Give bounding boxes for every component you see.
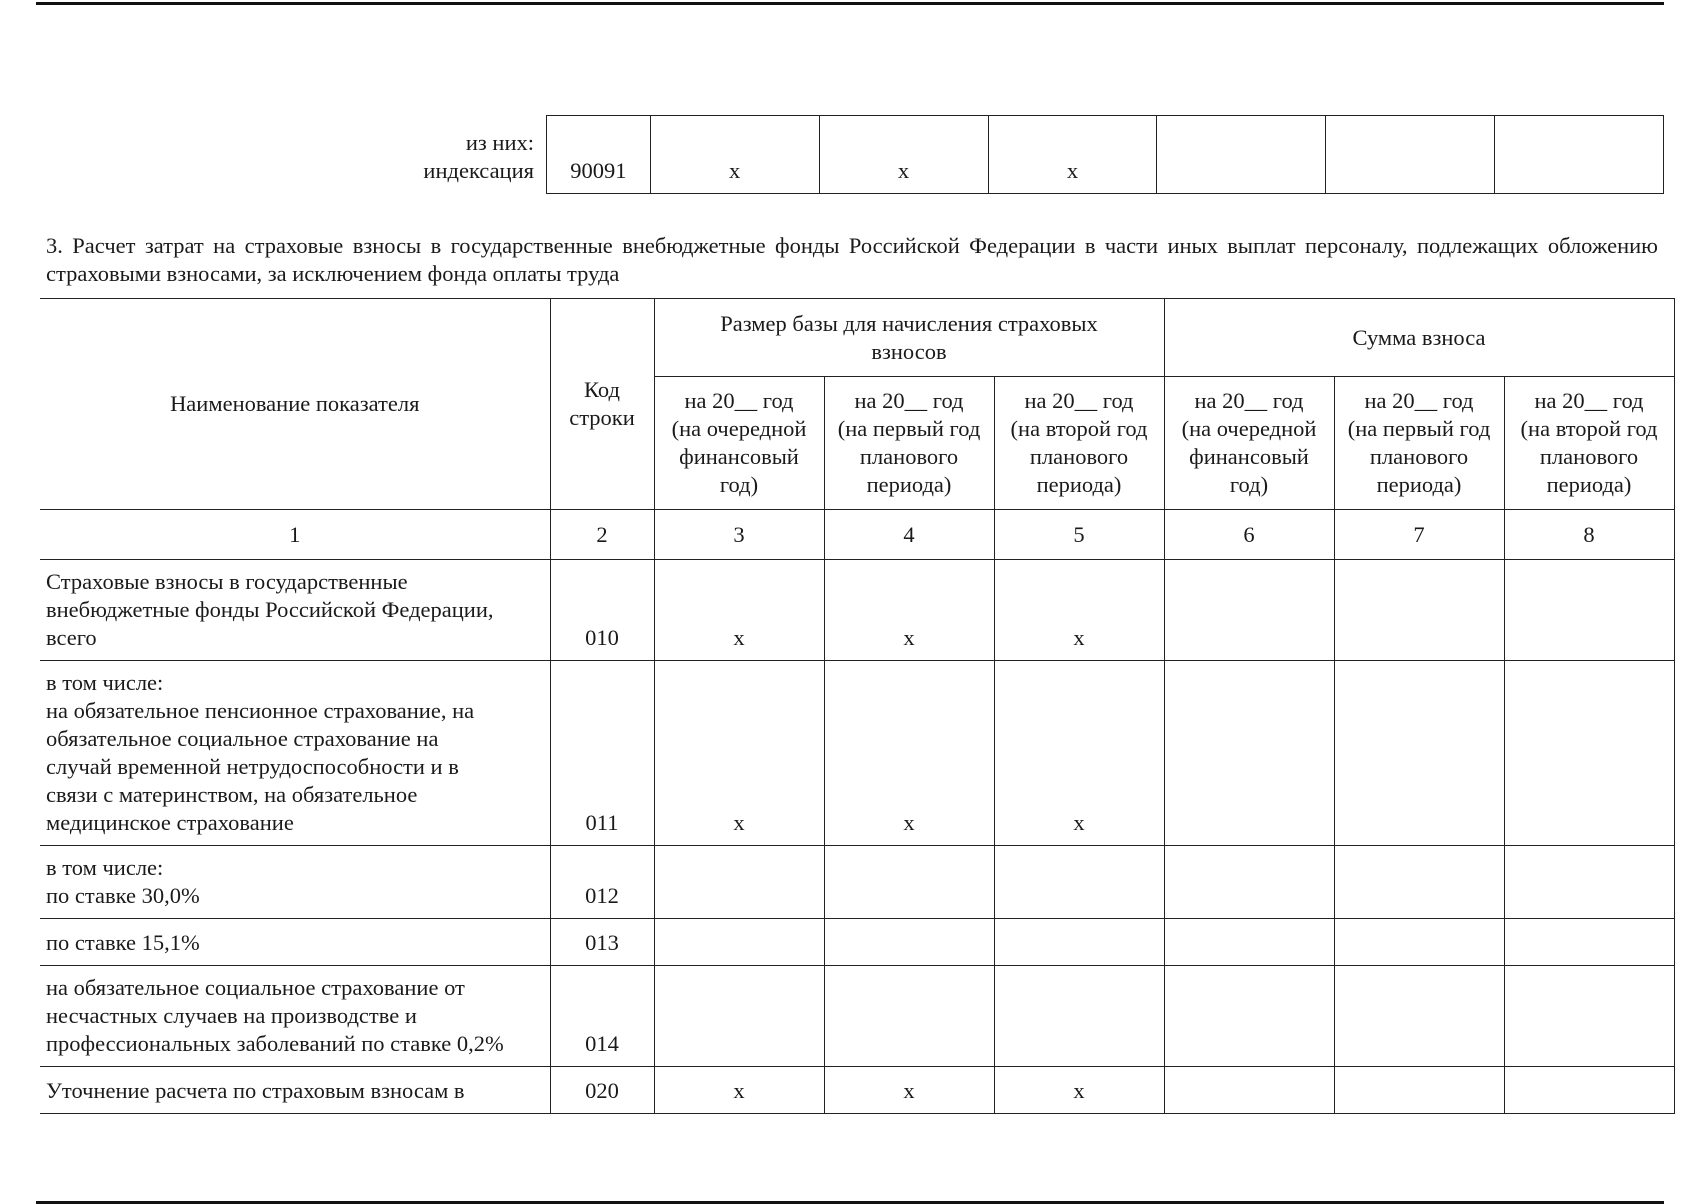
row-code-cell: 011 (550, 661, 654, 846)
column-number-cell: 2 (550, 510, 654, 560)
indicator-name-cell (40, 919, 550, 966)
period-header-line: (на второй год (1010, 416, 1148, 441)
value-cell[interactable] (654, 919, 824, 966)
value-cell[interactable]: x (654, 661, 824, 846)
column-number-cell: 8 (1504, 510, 1674, 560)
column-header-code (550, 299, 654, 510)
indicator-name-line: всего (46, 625, 97, 650)
column-group-base-size: Размер базы для начисления страховых взносов (654, 299, 1164, 377)
table-row (40, 919, 1674, 966)
value-cell[interactable] (1157, 116, 1326, 194)
indicator-name-line: профессиональных заболеваний по ставке 0,2% (46, 1031, 504, 1056)
value-cell[interactable] (1495, 116, 1664, 194)
indicator-name-cell (40, 1067, 550, 1114)
column-group-contribution-sum: Сумма взноса (1164, 299, 1674, 377)
indicator-name-line: Уточнение расчета по страховым взносам в (46, 1078, 465, 1103)
value-cell[interactable] (654, 846, 824, 919)
table-row (40, 661, 1674, 846)
indicator-name-line: несчастных случаев на производстве и (46, 1003, 417, 1028)
code-header-line: строки (569, 405, 635, 430)
period-header-line: планового (1539, 444, 1639, 469)
column-number-cell: 6 (1164, 510, 1334, 560)
value-cell[interactable] (1326, 116, 1495, 194)
value-cell[interactable] (1334, 919, 1504, 966)
table-row (547, 116, 1664, 194)
value-cell[interactable] (824, 846, 994, 919)
value-cell[interactable]: x (988, 116, 1157, 194)
period-header-line: планового (1369, 444, 1469, 469)
row-code-cell: 013 (550, 919, 654, 966)
top-page-rule (36, 2, 1664, 5)
value-cell[interactable]: x (654, 560, 824, 661)
table-row (40, 560, 1674, 661)
value-cell[interactable] (1504, 919, 1674, 966)
row-code-cell: 010 (550, 560, 654, 661)
row-code-cell: 020 (550, 1067, 654, 1114)
table-row (40, 846, 1674, 919)
column-number-cell: 4 (824, 510, 994, 560)
value-cell[interactable]: x (824, 560, 994, 661)
period-header-line: на 20__ год (1364, 388, 1474, 413)
period-header-line: (на очередной (671, 416, 807, 441)
value-cell[interactable] (1334, 966, 1504, 1067)
indexation-row-label (40, 115, 540, 193)
table-row (40, 966, 1674, 1067)
period-header-line: периода) (1036, 472, 1122, 497)
indicator-name-line: внебюджетные фонды Российской Федерации, (46, 597, 494, 622)
period-header-line: периода) (1546, 472, 1632, 497)
header-row-group (40, 299, 1674, 377)
period-header-line: на 20__ год (684, 388, 794, 413)
indicator-name-line: медицинское страхование (46, 810, 294, 835)
code-header-line: Код (584, 377, 620, 402)
indicator-name-cell (40, 846, 550, 919)
value-cell[interactable] (1164, 966, 1334, 1067)
period-header-line: на 20__ год (1534, 388, 1644, 413)
value-cell[interactable] (1334, 846, 1504, 919)
column-number-cell: 7 (1334, 510, 1504, 560)
value-cell[interactable] (994, 966, 1164, 1067)
indicator-name-line: по ставке 30,0% (46, 883, 200, 908)
section-title: 3. Расчет затрат на страховые взносы в государственные внебюджетные фонды Российской Федерации в части иных выплат персоналу, подлежащих обложению страховыми взносами, за исключением фонда оплаты труда (46, 233, 1658, 286)
column-header-period (824, 377, 994, 510)
indicator-name-line: в том числе: (46, 670, 164, 695)
value-cell[interactable] (824, 919, 994, 966)
column-number-cell: 3 (654, 510, 824, 560)
value-cell[interactable] (824, 966, 994, 1067)
value-cell[interactable] (654, 966, 824, 1067)
indicator-name-line: Страховые взносы в государственные (46, 569, 408, 594)
indicator-name-line: на обязательное пенсионное страхование, на (46, 698, 475, 723)
indicator-name-cell (40, 661, 550, 846)
period-header-line: планового (859, 444, 959, 469)
period-header-line: периода) (866, 472, 952, 497)
period-header-line: (на второй год (1520, 416, 1658, 441)
period-header-line: на 20__ год (1024, 388, 1134, 413)
value-cell[interactable] (1334, 1067, 1504, 1114)
value-cell[interactable] (1334, 560, 1504, 661)
row-code-cell: 014 (550, 966, 654, 1067)
column-header-name: Наименование показателя (40, 299, 550, 510)
value-cell[interactable]: x (994, 661, 1164, 846)
period-header-line: год) (719, 472, 759, 497)
value-cell[interactable] (994, 919, 1164, 966)
indicator-name-line: связи с материнством, на обязательное (46, 782, 418, 807)
previous-table-fragment (40, 115, 1664, 193)
column-header-period (1334, 377, 1504, 510)
column-number-cell: 5 (994, 510, 1164, 560)
period-header-line: год) (1229, 472, 1269, 497)
period-header-line: планового (1029, 444, 1129, 469)
period-header-line: финансовый (679, 444, 799, 469)
value-cell[interactable]: x (824, 1067, 994, 1114)
indicator-name-line: на обязательное социальное страхование от (46, 975, 465, 1000)
value-cell[interactable]: x (819, 116, 988, 194)
value-cell[interactable] (1164, 1067, 1334, 1114)
period-header-line: (на первый год (1347, 416, 1491, 441)
indicator-name-line: обязательное социальное страхование на (46, 726, 439, 751)
period-header-line: (на первый год (837, 416, 981, 441)
indicator-name-line: в том числе: (46, 855, 164, 880)
column-header-period (654, 377, 824, 510)
period-header-line: на 20__ год (854, 388, 964, 413)
value-cell[interactable] (1164, 919, 1334, 966)
indicator-name-line: по ставке 15,1% (46, 930, 200, 955)
insurance-contributions-table (40, 298, 1675, 1114)
value-cell[interactable] (1164, 846, 1334, 919)
value-cell[interactable] (1504, 661, 1674, 846)
indicator-name-cell (40, 966, 550, 1067)
value-cell[interactable] (1504, 966, 1674, 1067)
column-number-cell: 1 (40, 510, 550, 560)
value-cell[interactable] (1164, 661, 1334, 846)
column-header-period (1504, 377, 1674, 510)
value-cell[interactable] (1504, 1067, 1674, 1114)
row-code-cell: 012 (550, 846, 654, 919)
column-header-period (1164, 377, 1334, 510)
value-cell[interactable] (1504, 846, 1674, 919)
value-cell[interactable]: x (994, 560, 1164, 661)
table-row (40, 1067, 1674, 1114)
period-header-line: (на очередной (1181, 416, 1317, 441)
value-cell[interactable] (994, 846, 1164, 919)
period-header-line: периода) (1376, 472, 1462, 497)
indicator-name-line: случай временной нетрудоспособности и в (46, 754, 459, 779)
period-header-line: на 20__ год (1194, 388, 1304, 413)
column-header-period (994, 377, 1164, 510)
value-cell[interactable]: x (824, 661, 994, 846)
period-header-line: финансовый (1189, 444, 1309, 469)
row-code-cell: 90091 (547, 116, 651, 194)
value-cell[interactable] (1504, 560, 1674, 661)
indicator-name-cell (40, 560, 550, 661)
value-cell[interactable]: x (994, 1067, 1164, 1114)
value-cell[interactable]: x (654, 1067, 824, 1114)
label-line-of-them: из них: (465, 130, 534, 155)
indexation-row-table (546, 115, 1664, 194)
column-number-row (40, 510, 1674, 560)
value-cell[interactable] (1334, 661, 1504, 846)
value-cell[interactable] (1164, 560, 1334, 661)
value-cell[interactable]: x (650, 116, 819, 194)
label-line-indexation: индексация (423, 158, 534, 183)
